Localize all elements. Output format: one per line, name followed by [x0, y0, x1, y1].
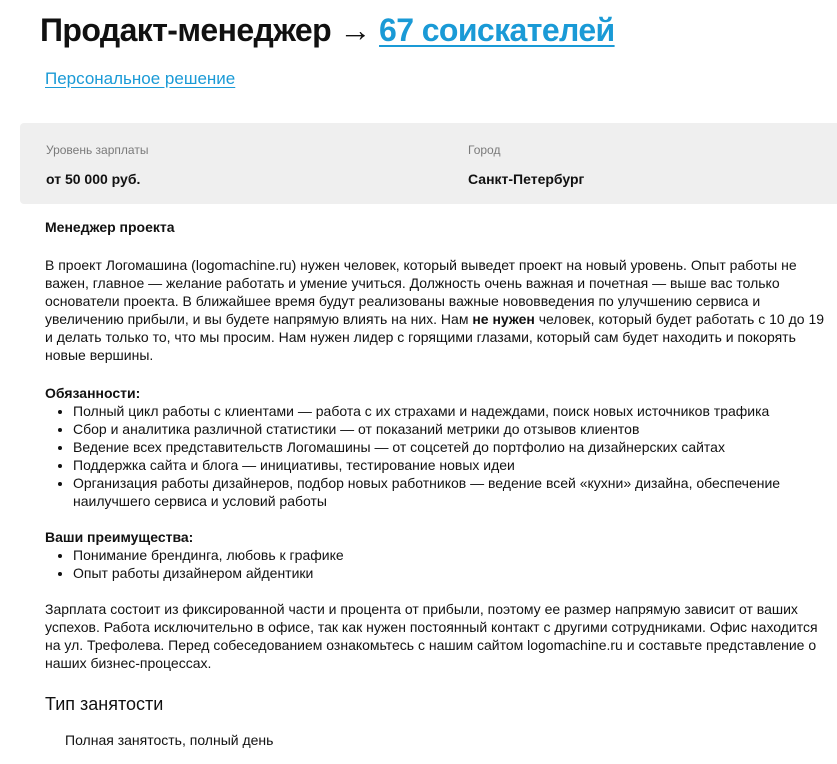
city-value: Санкт-Петербург	[468, 171, 585, 187]
intro-paragraph	[45, 256, 835, 364]
duty-item: • Организация работы дизайнеров, подбор новых работников — ведение всей «кухни» дизайна, обеспечение наилучшего сервиса и условий работы	[73, 474, 835, 510]
intro-emphasis: не нужен	[472, 311, 535, 327]
duties-heading: Обязанности:	[45, 385, 141, 401]
benefit-item: • Понимание брендинга, любовь к графике	[73, 546, 835, 564]
salary-block	[46, 142, 148, 188]
intro-text-part2: человек, который будет работать с 10 до 19 и делать только то, что мы просим. Нам нужен лидер с горящими глазами, который сам будет находить и покорять новые вершины.	[45, 311, 825, 363]
duties-list	[45, 402, 835, 510]
salary-label: Уровень зарплаты	[46, 143, 149, 157]
vacancy-description	[45, 218, 835, 672]
benefits-list	[45, 546, 835, 582]
vacancy-info-panel	[20, 123, 837, 204]
benefit-item: • Опыт работы дизайнером айдентики	[73, 564, 835, 582]
duty-item: • Сбор и аналитика различной статистики — от показаний метрики до отзывов клиентов	[73, 420, 835, 438]
personal-solution-link[interactable]: Персональное решение	[45, 69, 236, 88]
benefits-heading: Ваши преимущества:	[45, 529, 194, 545]
closing-paragraph: Зарплата состоит из фиксированной части и процента от прибыли, поэтому ее размер напрямую зависит от ваших успехов. Работа исключительно в офисе, так как нужен постоянный контакт с другими сотрудниками. Офис находится на ул. Трефолева. Перед собеседованием ознакомьтесь с нашим сайтом logomachine.ru и составьте представление о наших бизнес-процессах.	[45, 601, 818, 671]
employment-type-value: Полная занятость, полный день	[65, 732, 274, 748]
applicants-link[interactable]: 67 соискателей	[379, 12, 615, 48]
employment-type-heading: Тип занятости	[45, 694, 164, 714]
intro-text-part1: В проект Логомашина (logomachine.ru) нужен человек, который выведет проект на новый уровень. Опыт работы не важен, главное — желание работать и умение учиться. Должность очень важная и почетная — выше вас только основатели проекта. В ближайшее время будут реализованы важные нововведения по улучшению сервиса и увеличению прибыли, и вы будете напрямую влиять на них. Нам	[45, 257, 797, 327]
salary-value: от 50 000 руб.	[46, 171, 141, 187]
page-title	[40, 10, 615, 50]
description-title: Менеджер проекта	[45, 219, 175, 235]
duty-item: • Полный цикл работы с клиентами — работа с их страхами и надеждами, поиск новых источников трафика	[73, 402, 835, 420]
vacancy-title: Продакт-менеджер →	[40, 12, 380, 48]
duty-item: • Ведение всех представительств Логомашины — от соцсетей до портфолио на дизайнерских сайтах	[73, 438, 835, 456]
duty-item: • Поддержка сайта и блога — инициативы, тестирование новых идеи	[73, 456, 835, 474]
city-label: Город	[468, 143, 501, 157]
city-block	[468, 142, 584, 188]
